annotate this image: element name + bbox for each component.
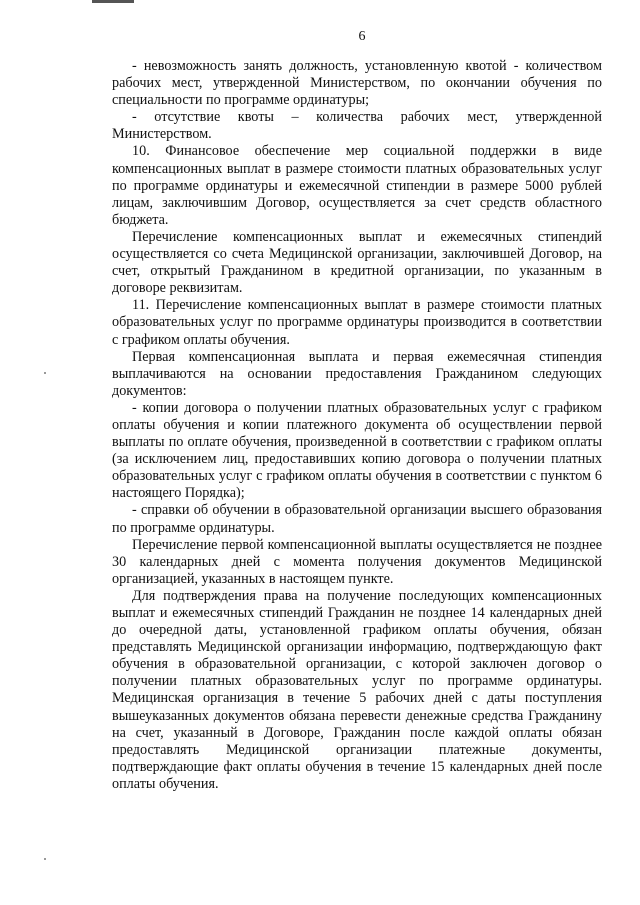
list-item-no-quota: - отсутствие квоты – количества рабочих мест, утвержденной Министерством.	[112, 109, 602, 143]
paragraph-first-payment-deadline: Перечисление первой компенсационной выплаты осуществляется не позднее 30 календарных дней с момента получения документов Медицинской организацией, указанных в настоящем пункте.	[112, 536, 602, 587]
paragraph-subsequent-payments: Для подтверждения права на получение последующих компенсационных выплат и ежемесячных стипендий Гражданин не позднее 14 календарных дней до очередной даты, установленной графиком оплаты обучения, обязан представлять Медицинской организации информацию, подтверждающую факт обучения в образовательной организации, с которой заключен договор о получении платных образовательных услуг по программе ординатуры. Медицинская организация в течение 5 рабочих дней с даты поступления вышеуказанных документов обязана перевести денежные средства Гражданину на счет, указанный в Договоре, Гражданин после каждой оплаты обязан предоставлять Медицинской организации платежные документы, подтверждающие факт оплаты обучения в течение 15 календарных дней после оплаты обучения.	[112, 587, 602, 792]
clause-10-funding: 10. Финансовое обеспечение мер социальной поддержки в виде компенсационных выплат в размере стоимости платных образовательных услуг по программе ординатуры и ежемесячной стипендии в размере 5000 рублей лицам, заключившим Договор, осуществляется за счет средств областного бюджета.	[112, 143, 602, 228]
list-item-contract-copies: - копии договора о получении платных образовательных услуг с графиком оплаты обучения и копии платежного документа об осуществлении первой выплаты по оплате обучения, произведенной в соответствии с графиком оплаты (за исключением лиц, предоставивших копию договора о получении платных образовательных услуг с графиком оплаты обучения в соответствии с пунктом 6 настоящего Порядка);	[112, 399, 602, 502]
page-number: 6	[358, 29, 366, 44]
document-body	[112, 58, 602, 793]
clause-11-payment-schedule: 11. Перечисление компенсационных выплат в размере стоимости платных образовательных услуг по программе ординатуры производится в соответствии с графиком оплаты обучения.	[112, 297, 602, 348]
list-item-no-position: - невозможность занять должность, установленную квотой - количеством рабочих мест, утвержденной Министерством, по окончании обучения по специальности по программе ординатуры;	[112, 58, 602, 109]
paragraph-payment-transfer: Перечисление компенсационных выплат и ежемесячных стипендий осуществляется со счета Медицинской организации, заключившей Договор, на счет, открытый Гражданином в кредитной организации, по указанным в договоре реквизитам.	[112, 228, 602, 297]
scan-margin-dot	[44, 858, 46, 860]
paragraph-first-payment: Первая компенсационная выплата и первая ежемесячная стипендия выплачиваются на основании предоставления Гражданином следующих документов:	[112, 348, 602, 399]
list-item-study-certificate: - справки об обучении в образовательной организации высшего образования по программе ординатуры.	[112, 502, 602, 536]
scan-margin-dot	[44, 372, 46, 374]
scan-edge-mark	[92, 0, 134, 3]
